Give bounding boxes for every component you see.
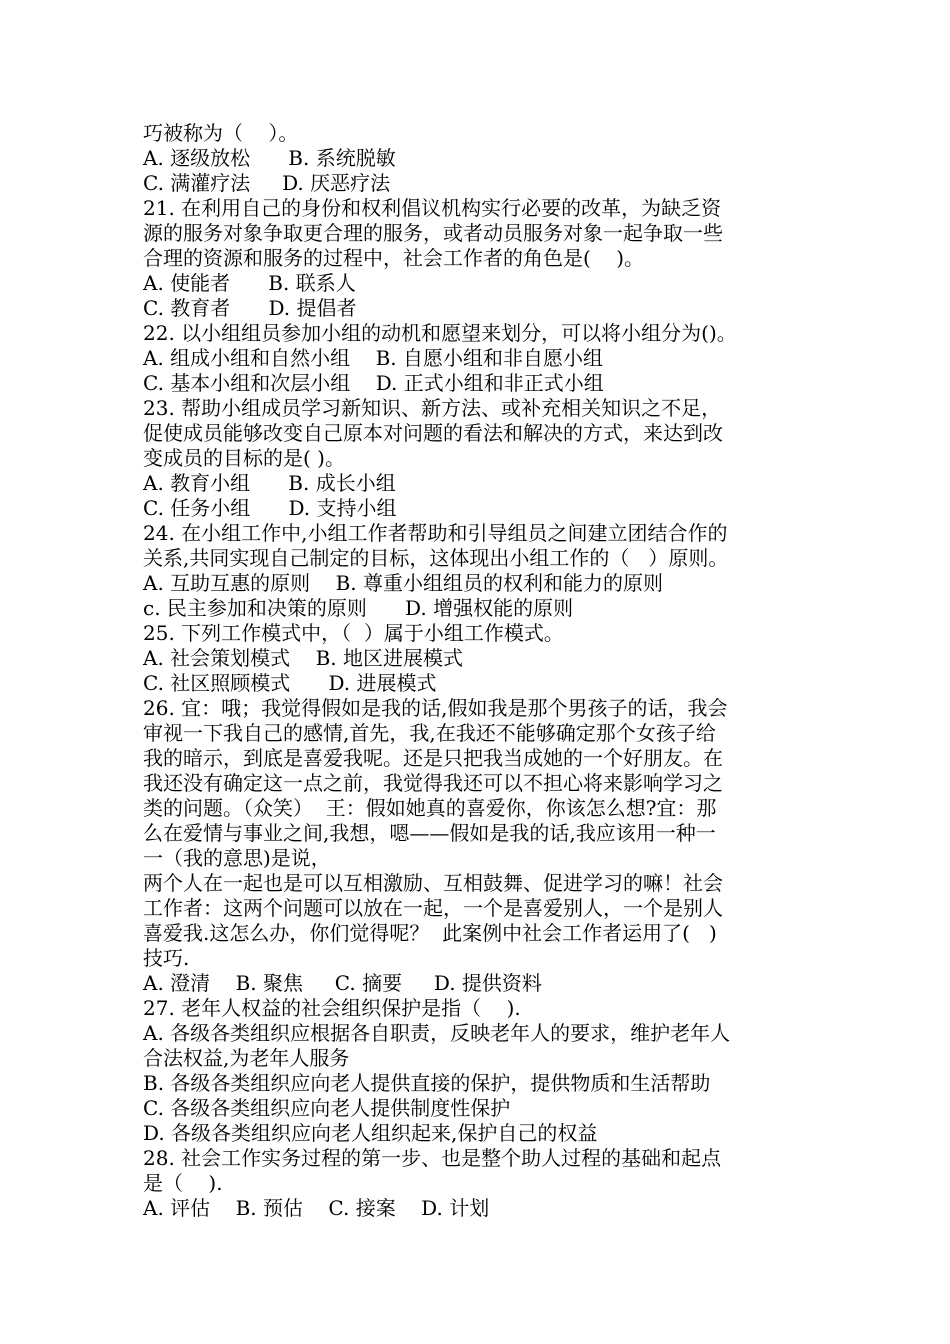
text-line: c. 民主参加和决策的原则 D. 增强权能的原则 [143, 596, 574, 620]
text-line: 28. 社会工作实务过程的第一步、也是整个助人过程的基础和起点 [143, 1146, 722, 1170]
text-line: 21. 在利用自己的身份和权利倡议机构实行必要的改革，为缺乏资 [143, 196, 722, 220]
text-line: 是（ ). [143, 1171, 223, 1195]
text-line: 工作者：这两个问题可以放在一起，一个是喜爱别人，一个是别人 [143, 896, 723, 920]
text-line: A. 评估 B. 预估 C. 接案 D. 计划 [143, 1196, 490, 1220]
text-line: 么在爱情与事业之间,我想，嗯——假如是我的话,我应该用一种一 [143, 821, 716, 845]
text-line: A. 教育小组 B. 成长小组 [143, 471, 396, 495]
text-line: 变成员的目标的是( )。 [143, 446, 345, 470]
text-line: 巧被称为（ ）。 [143, 121, 299, 145]
text-line: C. 任务小组 D. 支持小组 [143, 496, 397, 520]
text-line: 两个人在一起也是可以互相激励、互相鼓舞、促进学习的嘛！社会 [143, 871, 723, 895]
text-line: 23. 帮助小组成员学习新知识、新方法、或补充相关知识之不足， [143, 396, 722, 420]
text-line: C. 基本小组和次层小组 D. 正式小组和非正式小组 [143, 371, 604, 395]
text-line: 我的暗示，到底是喜爱我呢。还是只把我当成她的一个好朋友。在 [143, 746, 723, 770]
text-line: C. 满灌疗法 D. 厌恶疗法 [143, 171, 391, 195]
text-line: D. 各级各类组织应向老人组织起来,保护自己的权益 [143, 1121, 598, 1145]
text-line: C. 教育者 D. 提倡者 [143, 296, 357, 320]
text-line: A. 使能者 B. 联系人 [143, 271, 356, 295]
text-line: 22. 以小组组员参加小组的动机和愿望来划分，可以将小组分为()。 [143, 321, 737, 345]
text-line: C. 社区照顾模式 D. 进展模式 [143, 671, 437, 695]
text-line: 审视一下我自己的感情,首先，我,在我还不能够确定那个女孩子给 [143, 721, 716, 745]
text-line: 一（我的意思)是说， [143, 846, 331, 870]
text-line: 25. 下列工作模式中，（ ）属于小组工作模式。 [143, 621, 564, 645]
text-line: 24. 在小组工作中,小组工作者帮助和引导组员之间建立团结合作的 [143, 521, 728, 545]
text-line: A. 逐级放松 B. 系统脱敏 [143, 146, 396, 170]
text-line: A. 社会策划模式 B. 地区进展模式 [143, 646, 463, 670]
text-line: A. 互助互惠的原则 B. 尊重小组组员的权利和能力的原则 [143, 571, 663, 595]
text-line: 合法权益,为老年人服务 [143, 1046, 350, 1070]
text-line: 源的服务对象争取更合理的服务，或者动员服务对象一起争取一些 [143, 221, 723, 245]
document-page [143, 121, 823, 1221]
text-line: B. 各级各类组织应向老人提供直接的保护，提供物质和生活帮助 [143, 1071, 711, 1095]
text-line: 喜爱我.这怎么办，你们觉得呢？ 此案例中社会工作者运用了( ) [143, 921, 717, 945]
text-line: A. 各级各类组织应根据各自职责，反映老年人的要求，维护老年人 [143, 1021, 731, 1045]
text-line: 我还没有确定这一点之前，我觉得我还可以不担心将来影响学习之 [143, 771, 723, 795]
text-line: 技巧. [143, 946, 190, 970]
text-line: 促使成员能够改变自己原本对问题的看法和解决的方式，来达到改 [143, 421, 723, 445]
text-line: C. 各级各类组织应向老人提供制度性保护 [143, 1096, 511, 1120]
text-line: 26. 宜：哦；我觉得假如是我的话,假如我是那个男孩子的话，我会 [143, 696, 728, 720]
text-line: A. 澄清 B. 聚焦 C. 摘要 D. 提供资料 [143, 971, 542, 995]
text-line: 关系,共同实现自己制定的目标，这体现出小组工作的（ ）原则。 [143, 546, 729, 570]
text-line: 类的问题。（众笑） 王：假如她真的喜爱你，你该怎么想?宜：那 [143, 796, 717, 820]
text-line: 合理的资源和服务的过程中，社会工作者的角色是( )。 [143, 246, 645, 270]
text-line: A. 组成小组和自然小组 B. 自愿小组和非自愿小组 [143, 346, 603, 370]
text-line: 27. 老年人权益的社会组织保护是指（ ). [143, 996, 521, 1020]
